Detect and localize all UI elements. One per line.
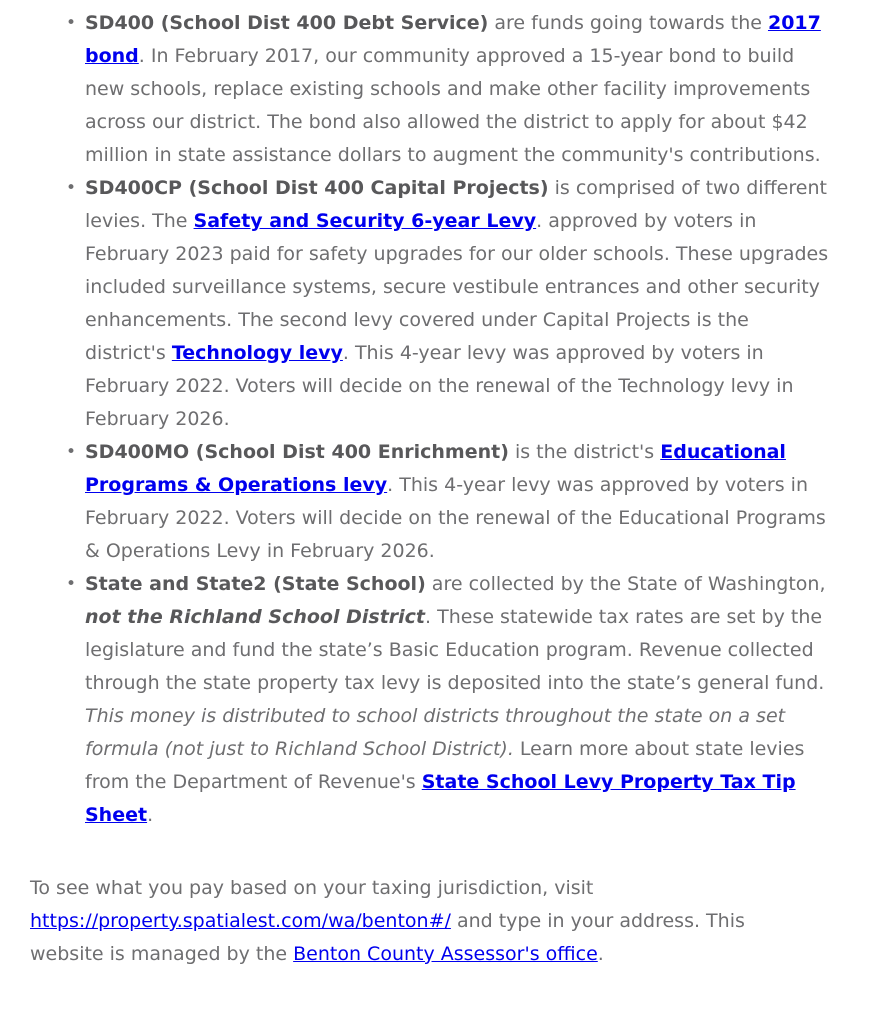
text-run: is the district's <box>508 441 661 463</box>
text-run: not the Richland School District <box>85 606 426 628</box>
list-item-sd400mo <box>85 436 833 568</box>
text-run: To see what you pay based on your taxing jurisdiction, visit <box>30 877 594 899</box>
list-item-sd400cp <box>85 172 833 436</box>
text-run: Learn more about state levies from the Department of Revenue's <box>85 738 805 793</box>
text-run: This money is distributed to school districts throughout the state on a set formula (not just to Richland School District). <box>85 705 786 760</box>
text-run: SD400 (School Dist 400 Debt Service) <box>85 12 489 34</box>
text-run: . This 4-year levy was approved by voters in February 2022. Voters will decide on the renewal of the Technology levy in February 2026. <box>85 342 794 430</box>
inline-link[interactable]: 2017 bond <box>85 12 821 67</box>
text-run: . approved by voters in February 2023 paid for safety upgrades for our older schools. These upgrades included surveillance systems, secure vestibule entrances and other security enhancements. The second levy covered under Capital Projects is the district's <box>85 210 829 364</box>
text-run: . These statewide tax rates are set by the legislature and fund the state’s Basic Education program. Revenue collected through the state property tax levy is deposited into the state’s general fund. <box>85 606 825 694</box>
inline-link[interactable]: https://property.spatialest.com/wa/benton#/ <box>30 910 451 932</box>
inline-link[interactable]: Benton County Assessor's office <box>293 943 598 965</box>
text-run: are collected by the State of Washington, <box>425 573 826 595</box>
text-run: . This 4-year levy was approved by voters in February 2022. Voters will decide on the renewal of the Educational Programs & Operations Levy in February 2026. <box>85 474 826 562</box>
inline-link[interactable]: Safety and Security 6-year Levy <box>193 210 537 232</box>
text-run: is comprised of two different levies. The <box>85 177 827 232</box>
inline-link[interactable]: Technology levy <box>171 342 343 364</box>
text-run: . <box>147 804 154 826</box>
footer-paragraph <box>30 872 754 971</box>
list-item-state-school <box>85 568 833 832</box>
text-run: SD400CP (School Dist 400 Capital Projects) <box>85 177 549 199</box>
inline-link[interactable]: Educational Programs & Operations levy <box>85 441 786 496</box>
list-item-sd400 <box>85 7 833 172</box>
inline-link[interactable]: State School Levy Property Tax Tip Sheet <box>85 771 796 826</box>
text-run: SD400MO (School Dist 400 Enrichment) <box>85 441 509 463</box>
text-run: are funds going towards the <box>488 12 768 34</box>
text-run: . <box>597 943 604 965</box>
text-run: and type in your address. This website is managed by the <box>30 910 745 965</box>
text-run: State and State2 (State School) <box>85 573 426 595</box>
text-run: . In February 2017, our community approved a 15-year bond to build new schools, replace existing schools and make other facility improvements across our district. The bond also allowed the district to apply for about $42 million in state assistance dollars to augment the community's contributions. <box>85 45 821 166</box>
